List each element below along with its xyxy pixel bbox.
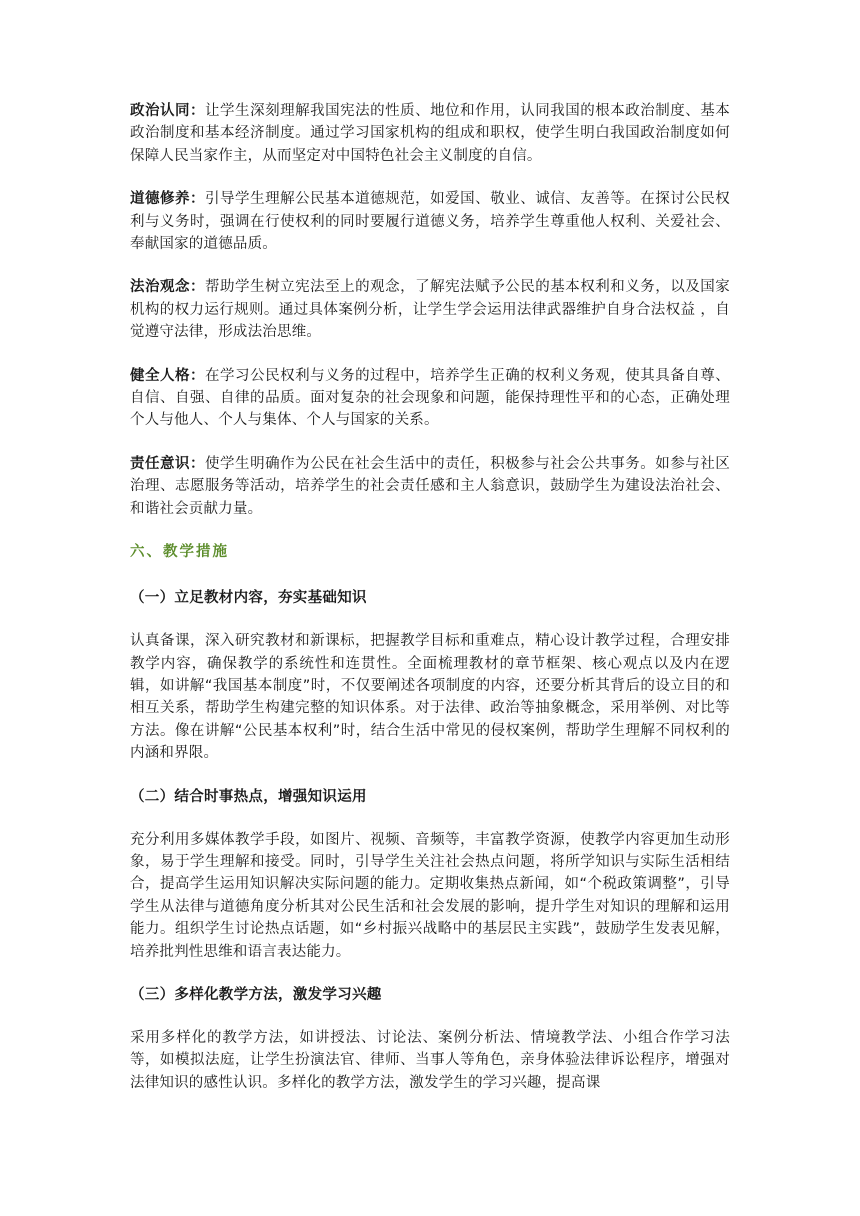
subsection-paragraph-3: 采用多样化的教学方法，如讲授法、讨论法、案例分析法、情境教学法、小组合作学习法等，如模拟法庭，让学生扮演法官、律师、当事人等角色，亲身体验法律诉讼程序，增强对法律知识的感性认识。多样化的教学方法，激发学生的学习兴趣，提高课	[130, 1029, 730, 1091]
goal-paragraph-political-identity	[130, 100, 730, 167]
goal-paragraph-moral-cultivation	[130, 188, 730, 255]
goal-term: 健全人格：	[130, 367, 206, 384]
goal-paragraph-rule-of-law	[130, 276, 730, 343]
goal-paragraph-responsibility	[130, 453, 730, 520]
goal-paragraph-sound-personality	[130, 365, 730, 432]
subsection-paragraph-1: 认真备课，深入研究教材和新课标，把握教学目标和重难点，精心设计教学过程，合理安排教学内容，确保教学的系统性和连贯性。全面梳理教材的章节框架、核心观点以及内在逻辑，如讲解“我国基本制度”时，不仅要阐述各项制度的内容，还要分析其背后的设立目的和相互关系，帮助学生构建完整的知识体系。对于法律、政治等抽象概念，采用举例、对比等方法。像在讲解“公民基本权利”时，结合生活中常见的侵权案例，帮助学生理解不同权利的内涵和界限。	[130, 633, 730, 762]
goal-text: 使学生明确作为公民在社会生活中的责任，积极参与社会公共事务。如参与社区治理、志愿服务等活动，培养学生的社会责任感和主人翁意识，鼓励学生为建设法治社会、和谐社会贡献力量。	[130, 455, 731, 517]
subsection-heading-2: （二）结合时事热点，增强知识运用	[130, 788, 367, 805]
goal-text: 引导学生理解公民基本道德规范，如爱国、敬业、诚信、友善等。在探讨公民权利与义务时，强调在行使权利的同时要履行道德义务，培养学生尊重他人权利、关爱社会、奉献国家的道德品质。	[130, 191, 731, 253]
goal-text: 在学习公民权利与义务的过程中，培养学生正确的权利义务观，使其具备自尊、自信、自强、自律的品质。面对复杂的社会现象和问题，能保持理性平和的心态，正确处理个人与他人、个人与集体、个人与国家的关系。	[130, 367, 731, 429]
subsection-heading-1: （一）立足教材内容，夯实基础知识	[130, 590, 367, 607]
goal-text: 让学生深刻理解我国宪法的性质、地位和作用，认同我国的根本政治制度、基本政治制度和基本经济制度。通过学习国家机构的组成和职权，使学生明白我国政治制度如何保障人民当家作主，从而坚定对中国特色社会主义制度的自信。	[130, 103, 731, 164]
subsection-paragraph-2: 充分利用多媒体教学手段，如图片、视频、音频等，丰富教学资源，使教学内容更加生动形象，易于学生理解和接受。同时，引导学生关注社会热点问题，将所学知识与实际生活相结合，提高学生运用知识解决实际问题的能力。定期收集热点新闻，如“个税政策调整”，引导学生从法律与道德角度分析其对公民生活和社会发展的影响，提升学生对知识的理解和运用能力。组织学生讨论热点话题，如“乡村振兴战略中的基层民主实践”，鼓励学生发表见解，培养批判性思维和语言表达能力。	[130, 831, 730, 960]
goal-term: 责任意识：	[130, 455, 206, 472]
goal-term: 道德修养：	[130, 191, 206, 208]
subsection-heading-3: （三）多样化教学方法，激发学习兴趣	[130, 986, 382, 1003]
section-heading-teaching-measures: 六、教学措施	[130, 544, 229, 561]
goal-term: 法治观念：	[130, 279, 206, 296]
goal-text: 帮助学生树立宪法至上的观念，了解宪法赋予公民的基本权利和义务，以及国家机构的权力运行规则。通过具体案例分析，让学生学会运用法律武器维护自身合法权益 ，自觉遵守法律，形成法治思维。	[130, 279, 731, 341]
goal-term: 政治认同：	[130, 103, 206, 119]
document-page	[130, 100, 730, 1115]
